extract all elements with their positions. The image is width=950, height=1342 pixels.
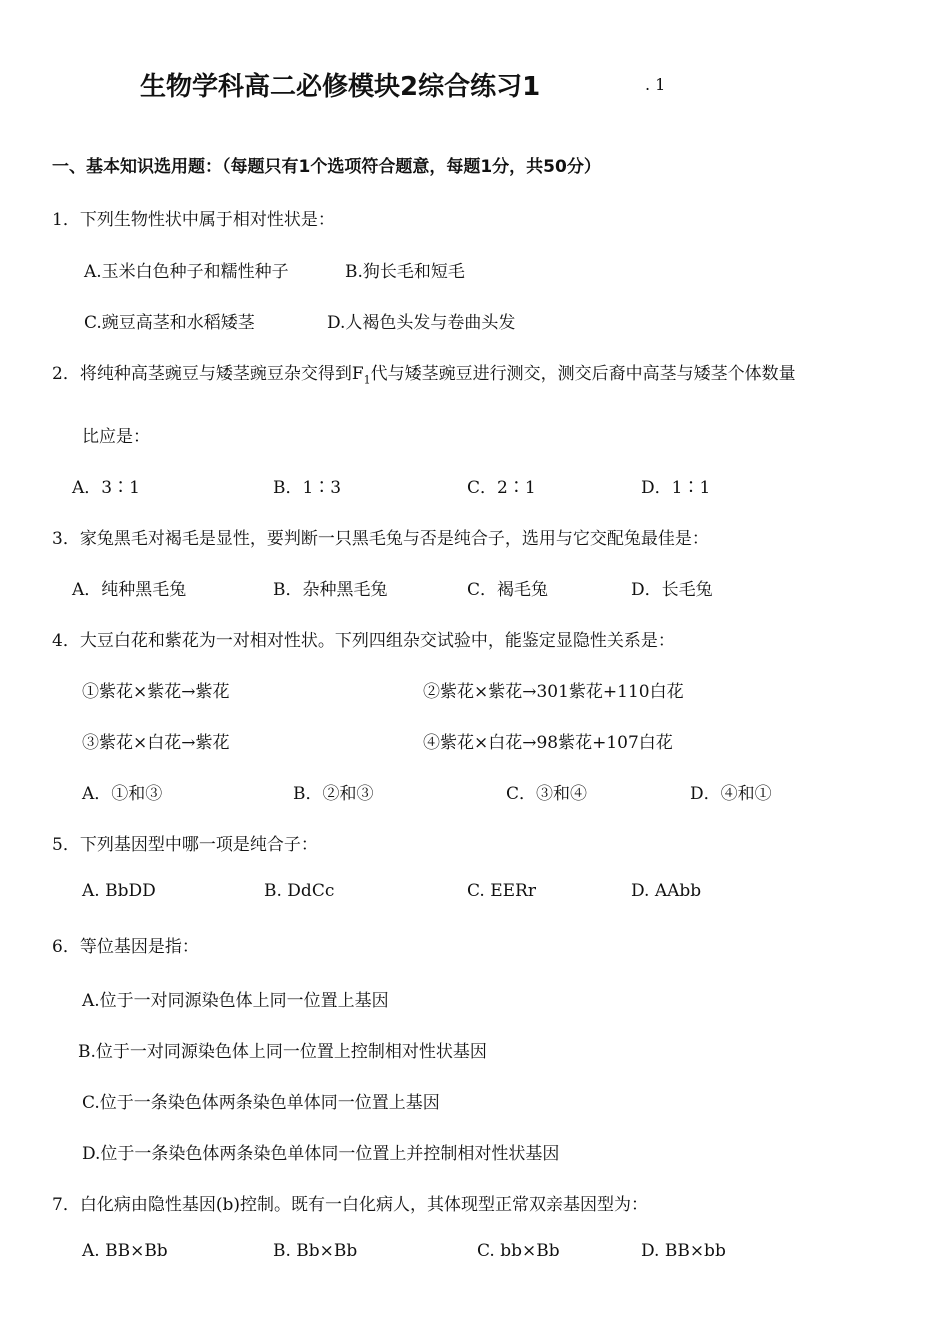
- question-3-option-b: B．杂种黑毛兔: [273, 580, 388, 600]
- question-1-option-d: D.人褐色头发与卷曲头发: [327, 313, 516, 333]
- question-3-option-d: D．长毛兔: [631, 580, 713, 600]
- question-2-option-b: B．1∶3: [273, 478, 342, 498]
- question-2-stem: [52, 359, 796, 386]
- question-1-option-a: A.玉米白色种子和糯性种子: [84, 262, 289, 282]
- question-4-option-b: B．②和③: [293, 784, 374, 804]
- question-2-subscript: 1: [363, 373, 371, 387]
- question-4-option-c: C．③和④: [506, 784, 588, 804]
- question-4-stem: 4．大豆白花和紫花为一对相对性状。下列四组杂交试验中，能鉴定显隐性关系是：: [52, 631, 675, 651]
- question-1-option-c: C.豌豆高茎和水稻矮茎: [84, 313, 255, 333]
- question-6-stem: 6．等位基因是指：: [52, 937, 199, 957]
- question-2-stem-pre: 2．将纯种高茎豌豆与矮茎豌豆杂交得到F: [52, 364, 364, 384]
- question-6-option-d: D.位于一条染色体两条染色单体同一位置上并控制相对性状基因: [82, 1144, 560, 1164]
- question-6-option-c: C.位于一条染色体两条染色单体同一位置上基因: [82, 1093, 440, 1113]
- question-3-option-c: C．褐毛兔: [467, 580, 549, 600]
- question-7-option-b: B. Bb×Bb: [273, 1241, 358, 1261]
- question-5-option-a: A. BbDD: [82, 881, 156, 901]
- section-heading: 一、基本知识选用题：（每题只有1个选项符合题意，每题1分，共50分）: [52, 157, 601, 177]
- question-7-option-a: A. BB×Bb: [82, 1241, 168, 1261]
- question-5-option-c: C. EERr: [467, 881, 536, 901]
- question-2-option-a: A．3∶1: [72, 478, 140, 498]
- question-6-option-b: B.位于一对同源染色体上同一位置上控制相对性状基因: [78, 1042, 487, 1062]
- question-4-experiment-3: ③紫花×白花→紫花: [82, 733, 230, 753]
- question-2-option-d: D．1∶1: [641, 478, 711, 498]
- question-5-stem: 5．下列基因型中哪一项是纯合子：: [52, 835, 318, 855]
- question-2-stem-post: 代与矮茎豌豆进行测交，测交后裔中高茎与矮茎个体数量: [370, 364, 796, 384]
- question-1-stem: 1．下列生物性状中属于相对性状是：: [52, 210, 335, 230]
- question-4-experiment-1: ①紫花×紫花→紫花: [82, 682, 230, 702]
- question-4-experiment-2: ②紫花×紫花→301紫花+110白花: [423, 682, 684, 702]
- question-1-option-b: B.狗长毛和短毛: [345, 262, 465, 282]
- page-number: . 1: [645, 75, 666, 94]
- document-title: 生物学科高二必修模块2综合练习1: [140, 72, 541, 102]
- question-6-option-a: A.位于一对同源染色体上同一位置上基因: [82, 991, 389, 1011]
- question-3-option-a: A．纯种黑毛兔: [72, 580, 187, 600]
- question-4-option-a: A．①和③: [82, 784, 163, 804]
- question-7-stem: 7．白化病由隐性基因(b)控制。既有一白化病人，其体现型正常双亲基因型为：: [52, 1195, 648, 1215]
- question-5-option-d: D. AAbb: [631, 881, 702, 901]
- question-2-option-c: C．2∶1: [467, 478, 536, 498]
- question-5-option-b: B. DdCc: [264, 881, 335, 901]
- question-4-experiment-4: ④紫花×白花→98紫花+107白花: [423, 733, 673, 753]
- question-4-option-d: D．④和①: [690, 784, 772, 804]
- question-7-option-d: D. BB×bb: [641, 1241, 726, 1261]
- question-2-stem-line2: 比应是：: [82, 427, 150, 447]
- question-3-stem: 3．家兔黑毛对褐毛是显性，要判断一只黑毛兔与否是纯合子，选用与它交配兔最佳是：: [52, 529, 709, 549]
- question-7-option-c: C. bb×Bb: [477, 1241, 560, 1261]
